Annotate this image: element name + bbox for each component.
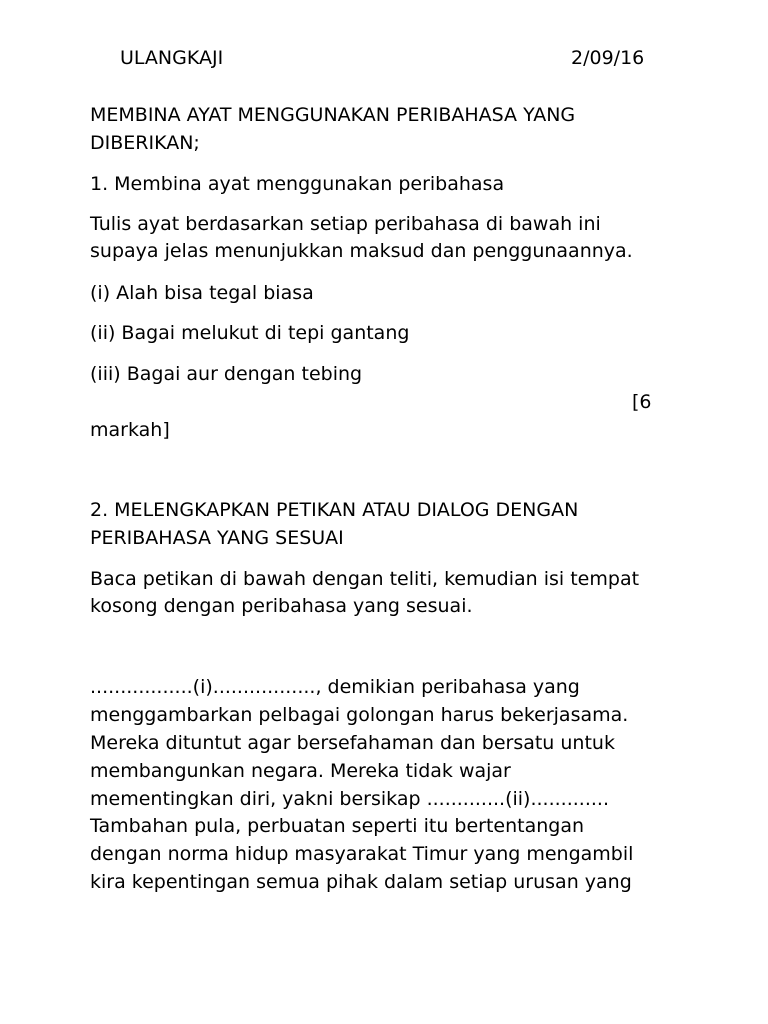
section2-instruction-line: Baca petikan di bawah dengan teliti, kemudian isi tempat (90, 568, 640, 590)
section2-instruction-line: kosong dengan peribahasa yang sesuai. (90, 595, 473, 617)
section2-heading-line: 2. MELENGKAPKAN PETIKAN ATAU DIALOG DENGAN (90, 499, 579, 521)
passage-line: menggambarkan pelbagai golongan harus bekerjasama. (90, 704, 629, 726)
marks-allocation: [6 (632, 391, 652, 413)
passage-line: dengan norma hidup masyarakat Timur yang mengambil (90, 843, 634, 865)
section2-heading-line: PERIBAHASA YANG SESUAI (90, 527, 344, 549)
passage-line: membangunkan negara. Mereka tidak wajar (90, 760, 511, 782)
passage-line: mementingkan diri, yakni bersikap .............(ii)............. (90, 788, 609, 810)
proverb-item: (ii) Bagai melukut di tepi gantang (90, 322, 410, 344)
passage-line: .................(i)................., demikian peribahasa yang (90, 676, 580, 698)
passage-line: Mereka dituntut agar bersefahaman dan bersatu untuk (90, 732, 615, 754)
section1-instruction-line: supaya jelas menunjukkan maksud dan penggunaannya. (90, 240, 633, 262)
document-header-title: ULANGKAJI (120, 47, 224, 69)
section1-title: 1. Membina ayat menggunakan peribahasa (90, 173, 505, 195)
proverb-item: (i) Alah bisa tegal biasa (90, 282, 314, 304)
intro-heading-line: MEMBINA AYAT MENGGUNAKAN PERIBAHASA YANG (90, 104, 576, 126)
passage-line: kira kepentingan semua pihak dalam setiap urusan yang (90, 871, 632, 893)
document-header-date: 2/09/16 (571, 47, 645, 69)
intro-heading-line: DIBERIKAN; (90, 132, 200, 154)
passage-line: Tambahan pula, perbuatan seperti itu bertentangan (90, 815, 585, 837)
marks-allocation-cont: markah] (90, 419, 170, 441)
proverb-item: (iii) Bagai aur dengan tebing (90, 363, 363, 385)
section1-instruction-line: Tulis ayat berdasarkan setiap peribahasa di bawah ini (90, 213, 601, 235)
